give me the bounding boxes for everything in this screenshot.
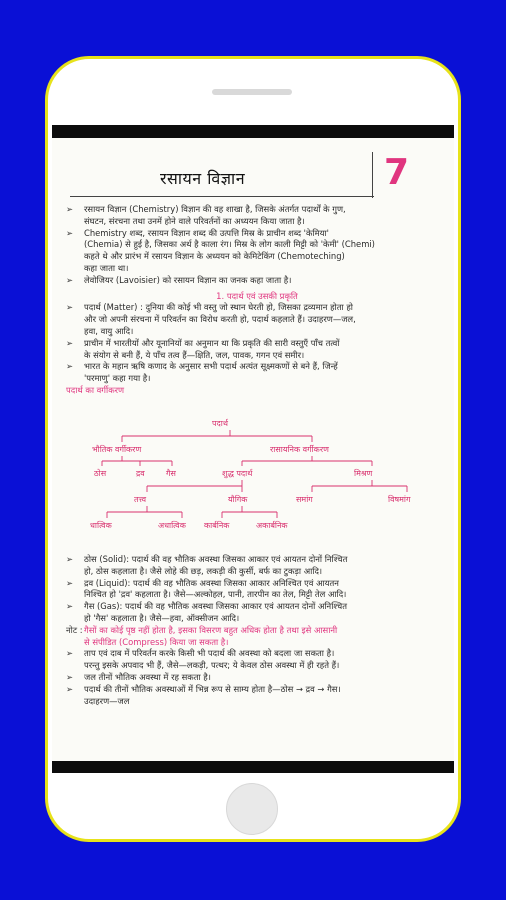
- text-line: हो, ठोस कहलाता है। जैसे लोहे की छड़, लकड़ी की कुर्सी, बर्फ का टुकड़ा आदि।: [84, 565, 323, 576]
- bullet: ➢: [66, 554, 74, 564]
- text-line: ➢ गैस (Gas): पदार्थ की वह भौतिक अवस्था जिसका आकार एवं आयतन दोनों अनिश्चित: [66, 601, 348, 612]
- tree-node-metal: धात्विक: [90, 521, 112, 530]
- intro-section: [66, 204, 448, 397]
- text-line: निश्चित हो 'द्रव' कहलाता है। जैसे—अल्कोहल, पानी, तारपीन का तेल, मिट्टी तेल आदि।: [84, 589, 347, 600]
- tree-node-inorganic: अकार्बनिक: [256, 521, 288, 530]
- text-line: ➢ ताप एवं दाब में परिवर्तन करके किसी भी पदार्थ की अवस्था को बदला जा सकता है।: [66, 648, 335, 659]
- text-line: ➢ पदार्थ (Matter) : दुनिया की कोई भी वस्तु जो स्थान घेरती हो, जिसका द्रव्यमान होता हो: [66, 302, 353, 313]
- tree-node-pure: शुद्ध पदार्थ: [222, 469, 253, 478]
- bullet: ➢: [66, 601, 74, 612]
- tree-node-liquid: द्रव: [136, 469, 145, 478]
- tree-node-root: पदार्थ: [212, 419, 228, 428]
- classification-heading: पदार्थ का वर्गीकरण: [66, 384, 125, 395]
- text-line: ➢ प्राचीन में भारतीयों और यूनानियों का अनुमान था कि प्रकृति की सारी वस्तुएँ पाँच तत्वों: [66, 337, 340, 348]
- home-button[interactable]: [226, 783, 278, 835]
- text-line: परन्तु इसके अपवाद भी हैं, जैसे—लकड़ी, पत्थर; ये केवल ठोस अवस्था में ही रहते हैं।: [84, 660, 340, 671]
- phone-speaker: [212, 89, 292, 95]
- bullet: ➢: [66, 274, 74, 285]
- text-line: और जो अपनी संरचना में परिवर्तन का विरोध करती हो, पदार्थ कहलाते हैं। उदाहरण—जल,: [84, 314, 356, 325]
- tree-node-mixture: मिश्रण: [354, 469, 373, 478]
- tree-node-solid: ठोस: [94, 469, 107, 478]
- tree-node-heterogeneous: विषमांग: [388, 495, 411, 504]
- text-line: हो 'गैस' कहलाता है। जैसे—हवा, ऑक्सीजन आदि।: [84, 612, 240, 623]
- tree-node-chemical: रासायनिक वर्गीकरण: [270, 445, 329, 454]
- text-line: के संयोग से बनी हैं, ये पाँच तत्व हैं—क्षिति, जल, पावक, गगन एवं समीर।: [84, 349, 305, 360]
- bullet: ➢: [66, 671, 74, 682]
- bullet: ➢: [66, 337, 74, 348]
- title-divider: [70, 196, 374, 197]
- bullet: ➢: [66, 302, 74, 313]
- bullet: ➢: [66, 683, 74, 694]
- bullet: ➢: [66, 648, 74, 659]
- tree-node-organic: कार्बनिक: [204, 521, 230, 530]
- text-line: ➢ Chemistry शब्द, रसायन विज्ञान शब्द की उत्पत्ति मिस्र के प्राचीन शब्द 'केमिया': [66, 227, 329, 238]
- text-line: ➢ रसायन विज्ञान (Chemistry) विज्ञान की वह शाखा है, जिसके अंतर्गत पदार्थों के गुण,: [66, 204, 346, 214]
- text-line: ➢ पदार्थ की तीनों भौतिक अवस्थाओं में भिन्न रूप से साम्य होता है—ठोस → द्रव → गैस।: [66, 683, 341, 694]
- text-line: ➢ ठोस (Solid): पदार्थ की वह भौतिक अवस्था जिसका आकार एवं आयतन दोनों निश्चित: [66, 554, 348, 564]
- chapter-title: रसायन विज्ञान: [160, 169, 246, 188]
- note-label: नोट :: [66, 624, 83, 635]
- chapter-number: 7: [384, 152, 410, 193]
- text-line: ➢ द्रव (Liquid): पदार्थ की वह भौतिक अवस्था जिसका आकार अनिश्चित एवं आयतन: [66, 577, 339, 588]
- note-line: नोट :गैसों का कोई पृष्ठ नहीं होता है, इसका विसरण बहुत अधिक होता है तथा इसे आसानी: [66, 624, 338, 635]
- text-line: ➢ लेवोजियर (Lavoisier) को रसायन विज्ञान का जनक कहा जाता है।: [66, 274, 292, 285]
- bullet: ➢: [66, 227, 74, 238]
- tree-node-physical: भौतिक वर्गीकरण: [92, 445, 142, 454]
- tree-node-element: तत्त्व: [134, 495, 147, 504]
- bullet: ➢: [66, 204, 74, 214]
- classification-tree: [52, 416, 454, 556]
- states-section: [66, 554, 448, 707]
- note-line: से संपीडित (Compress) किया जा सकता है।: [84, 636, 229, 647]
- text-line: हवा, वायु आदि।: [84, 325, 134, 336]
- text-line: (Chemia) से हुई है, जिसका अर्थ है काला रंग। मिस्र के लोग काली मिट्टी को 'केमी' (Chemi): [84, 239, 375, 250]
- page-top-border: [52, 125, 454, 138]
- page-bottom-border: [52, 761, 454, 773]
- section-heading: 1. पदार्थ एवं उसकी प्रकृति: [216, 290, 298, 301]
- text-line: कहते थे और प्रारंभ में रसायन विज्ञान के अध्ययन को केमिटेकिंग (Chemoteching): [84, 251, 345, 262]
- bullet: ➢: [66, 361, 74, 372]
- tree-node-compound: यौगिक: [228, 495, 248, 504]
- text-line: 'परमाणु' कहा गया है।: [84, 373, 151, 384]
- tree-node-homogeneous: समांग: [296, 495, 313, 504]
- text-line: ➢ जल तीनों भौतिक अवस्था में रह सकता है।: [66, 671, 211, 682]
- text-line: कहा जाता था।: [84, 262, 129, 273]
- text-line: ➢ भारत के महान ऋषि कणाद के अनुसार सभी पदार्थ अत्यंत सूक्ष्मकणों से बने हैं, जिन्हें: [66, 361, 338, 372]
- tree-node-nonmetal: अधात्विक: [158, 521, 186, 530]
- tree-node-gas: गैस: [166, 469, 176, 478]
- text-line: संघटन, संरचना तथा उनमें होने वाले परिवर्तनों का अध्ययन किया जाता है।: [84, 215, 305, 226]
- text-line: उदाहरण—जल: [84, 695, 130, 706]
- bullet: ➢: [66, 577, 74, 588]
- chapter-number-divider: [372, 152, 373, 198]
- book-page[interactable]: [52, 138, 454, 761]
